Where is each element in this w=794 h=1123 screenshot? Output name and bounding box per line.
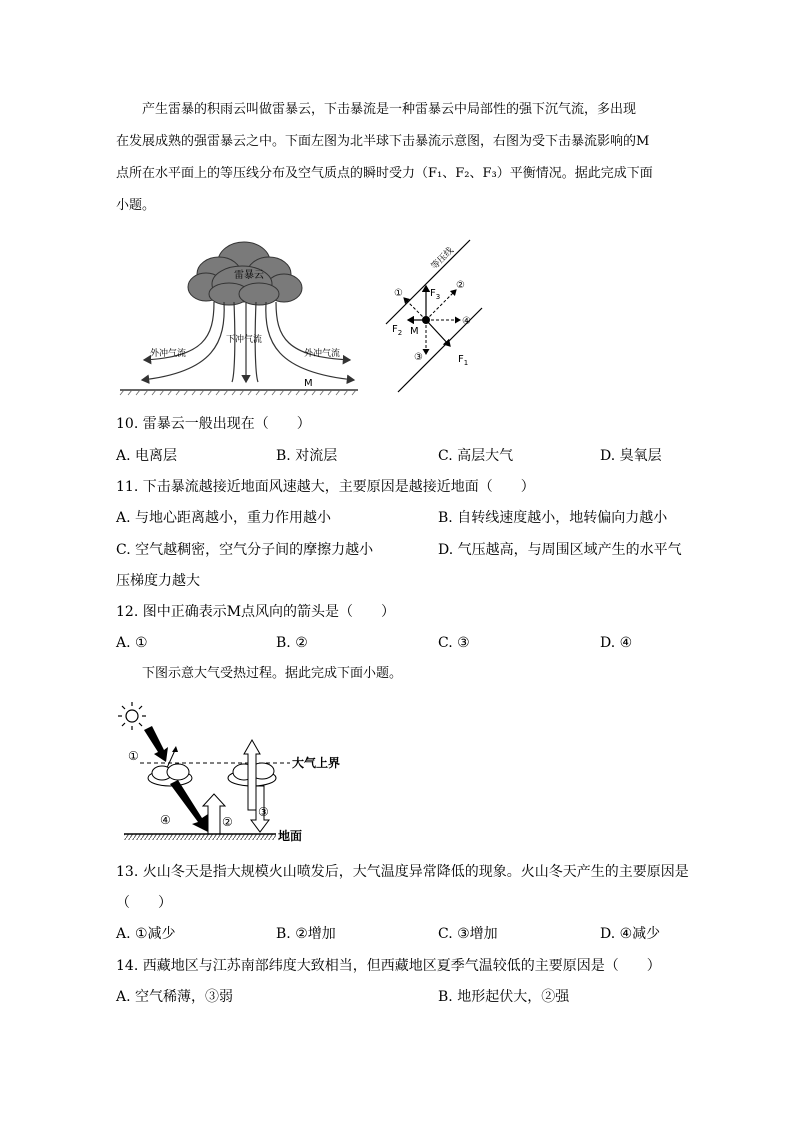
intro-line-4: 小题。 — [116, 198, 156, 213]
outflow-left-label: 外冲气流 — [150, 349, 187, 359]
q10-stem: 10. 雷暴云一般出现在（ ） — [116, 416, 311, 432]
arrow-1-label: ① — [128, 749, 139, 763]
m-label: M — [410, 326, 419, 337]
q13-option-b[interactable]: B. ②增加 — [276, 926, 336, 942]
option-3-label: ③ — [414, 352, 423, 363]
cloud-label: 雷暴云 — [234, 270, 264, 281]
q12-option-b[interactable]: B. ② — [276, 635, 308, 651]
q10-option-a[interactable]: A. 电离层 — [116, 448, 178, 464]
f1-label: $F_1$ — [458, 354, 469, 367]
q12-option-c[interactable]: C. ③ — [438, 635, 470, 651]
f2-label: $F_2$ — [392, 324, 403, 337]
q11-option-c[interactable]: C. 空气越稠密，空气分子间的摩擦力越小 — [116, 542, 374, 558]
arrow-3-label: ③ — [258, 805, 269, 819]
ground-label: 地面 — [278, 829, 303, 843]
q11-option-b[interactable]: B. 自转线速度越小，地转偏向力越小 — [438, 510, 668, 526]
intro-line-1: 产生雷暴的积雨云叫做雷暴云，下击暴流是一种雷暴云中局部性的强下沉气流，多出现 — [142, 102, 637, 117]
q10-option-d[interactable]: D. 臭氧层 — [600, 448, 662, 464]
q13-stem-cont: （ ） — [116, 895, 172, 911]
q13-option-c[interactable]: C. ③增加 — [438, 926, 498, 942]
option-4-label: ④ — [462, 316, 471, 327]
q10-option-b[interactable]: B. 对流层 — [276, 448, 338, 464]
q14-option-a[interactable]: A. 空气稀薄，③弱 — [116, 989, 234, 1005]
f3-label: $F_3$ — [430, 288, 441, 301]
option-2-label: ② — [456, 280, 465, 291]
upper-boundary-label: 大气上界 — [292, 756, 341, 770]
q13-stem: 13. 火山冬天是指大规模火山喷发后，大气温度异常降低的现象。火山冬天产生的主要原因是 — [116, 864, 689, 880]
force-diagram — [384, 236, 484, 396]
downburst-diagram — [114, 232, 364, 400]
q11-stem: 11. 下击暴流越接近地面风速越大，主要原因是越接近地面（ ） — [116, 479, 535, 495]
q12-stem: 12. 图中正确表示M点风向的箭头是（ ） — [116, 604, 396, 620]
intro-line-2: 在发展成熟的强雷暴云之中。下面左图为北半球下击暴流示意图，右图为受下击暴流影响的M — [116, 134, 650, 149]
q11-option-d[interactable]: D. 气压越高，与周围区域产生的水平气 — [438, 542, 682, 558]
isobar-label: 等压线 — [429, 245, 456, 273]
outflow-right-label: 外冲气流 — [304, 349, 341, 359]
q11-option-a[interactable]: A. 与地心距离越小，重力作用越小 — [116, 510, 332, 526]
q14-option-b[interactable]: B. 地形起伏大，②强 — [438, 989, 570, 1005]
point-m-label: M — [304, 378, 313, 389]
q13-option-a[interactable]: A. ①减少 — [116, 926, 176, 942]
q10-option-c[interactable]: C. 高层大气 — [438, 448, 514, 464]
sun-icon — [118, 702, 146, 730]
q14-stem: 14. 西藏地区与江苏南部纬度大致相当，但西藏地区夏季气温较低的主要原因是（ ） — [116, 958, 661, 974]
intro2: 下图示意大气受热过程。据此完成下面小题。 — [142, 666, 403, 681]
arrow-2-label: ② — [222, 815, 233, 829]
q12-option-d[interactable]: D. ④ — [600, 635, 633, 651]
downdraft-label: 下冲气流 — [226, 335, 263, 345]
q12-option-a[interactable]: A. ① — [116, 635, 148, 651]
intro-line-3: 点所在水平面上的等压线分布及空气质点的瞬时受力（F₁、F₂、F₃）平衡情况。据此完成下面 — [116, 166, 653, 181]
q13-option-d[interactable]: D. ④减少 — [600, 926, 661, 942]
option-1-label: ① — [394, 288, 403, 299]
q11-option-d-cont: 压梯度力越大 — [116, 573, 200, 589]
arrow-4-label: ④ — [160, 813, 171, 827]
heating-diagram — [114, 700, 344, 850]
